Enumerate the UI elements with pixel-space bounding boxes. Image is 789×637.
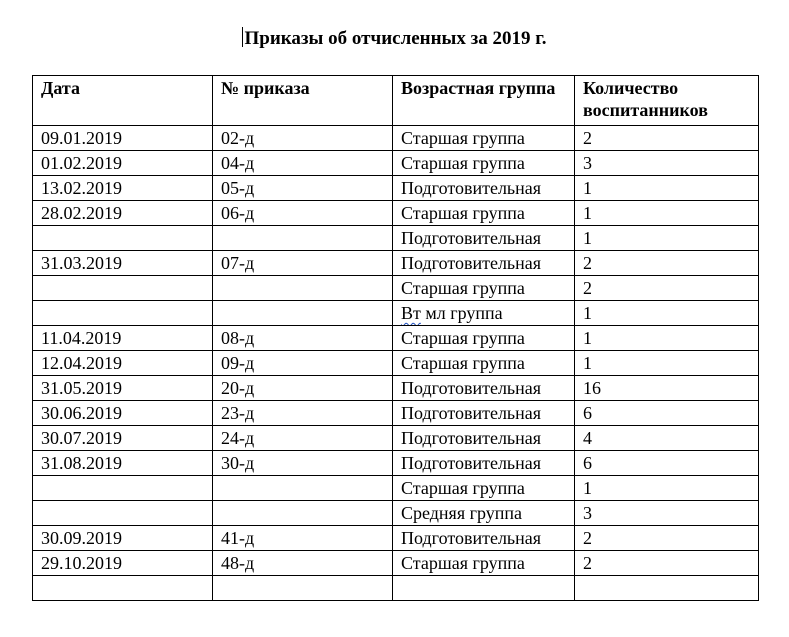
cell-order-number[interactable] [213, 226, 393, 251]
cell-date-text: 30.07.2019 [41, 428, 122, 448]
cell-date-text: 31.08.2019 [41, 453, 122, 473]
cell-date[interactable] [33, 426, 213, 451]
cell-date[interactable] [33, 476, 213, 501]
cell-age-group-text: Старшая группа [401, 278, 525, 298]
cell-order-number-text: 23-д [221, 403, 255, 423]
cell-pupil-count-text: 1 [583, 303, 592, 323]
cell-pupil-count-text: 2 [583, 528, 592, 548]
table-row [33, 376, 759, 401]
cell-pupil-count[interactable] [575, 176, 759, 201]
cell-date-text: 11.04.2019 [41, 328, 122, 348]
cell-date-text: 28.02.2019 [41, 203, 122, 223]
table-row [33, 476, 759, 501]
cell-order-number[interactable] [213, 351, 393, 376]
cell-order-number-text: 48-д [221, 553, 255, 573]
cell-date[interactable] [33, 301, 213, 326]
cell-date[interactable] [33, 376, 213, 401]
cell-order-number[interactable] [213, 301, 393, 326]
cell-date[interactable] [33, 526, 213, 551]
table-row [33, 426, 759, 451]
table-row [33, 226, 759, 251]
cell-age-group-text: Старшая группа [401, 353, 525, 373]
cell-age-group-text: Старшая группа [401, 328, 525, 348]
cell-order-number-text: 05-д [221, 178, 255, 198]
cell-date[interactable] [33, 326, 213, 351]
table-row [33, 176, 759, 201]
cell-age-group[interactable] [393, 276, 575, 301]
table-row [33, 526, 759, 551]
cell-pupil-count[interactable] [575, 426, 759, 451]
cell-date-text: 31.05.2019 [41, 378, 122, 398]
cell-age-group-text: Средняя группа [401, 503, 523, 523]
cell-order-number[interactable] [213, 451, 393, 476]
cell-age-group-text: Подготовительная [401, 253, 542, 273]
cell-order-number[interactable] [213, 326, 393, 351]
cell-pupil-count-text: 3 [583, 503, 592, 523]
cell-pupil-count[interactable] [575, 551, 759, 576]
cell-order-number[interactable] [213, 476, 393, 501]
table-row [33, 301, 759, 326]
cell-age-group-text: Старшая группа [401, 553, 525, 573]
cell-pupil-count-text: 3 [583, 153, 592, 173]
cell-order-number[interactable] [213, 401, 393, 426]
cell-order-number-text: 09-д [221, 353, 255, 373]
cell-age-group[interactable] [393, 376, 575, 401]
table-row [33, 501, 759, 526]
cell-order-number[interactable] [213, 426, 393, 451]
cell-age-group[interactable] [393, 326, 575, 351]
cell-order-number-text: 02-д [221, 128, 255, 148]
cell-date-text: 12.04.2019 [41, 353, 122, 373]
cell-order-number[interactable] [213, 576, 393, 601]
header-pupil-count[interactable]: Количество воспитанников [575, 76, 759, 126]
cell-pupil-count[interactable] [575, 501, 759, 526]
cell-age-group[interactable] [393, 176, 575, 201]
cell-order-number-text: 41-д [221, 528, 255, 548]
table-row [33, 276, 759, 301]
cell-age-group-text: Старшая группа [401, 203, 525, 223]
cell-pupil-count[interactable] [575, 226, 759, 251]
cell-date-text: 30.06.2019 [41, 403, 122, 423]
cell-pupil-count-text: 1 [583, 478, 592, 498]
cell-pupil-count[interactable] [575, 576, 759, 601]
table-row [33, 401, 759, 426]
cell-date[interactable] [33, 226, 213, 251]
cell-order-number-text: 07-д [221, 253, 255, 273]
table-row [33, 351, 759, 376]
cell-pupil-count[interactable] [575, 351, 759, 376]
cell-age-group-text: Подготовительная [401, 453, 542, 473]
cell-date[interactable] [33, 551, 213, 576]
cell-age-group[interactable] [393, 576, 575, 601]
cell-age-group[interactable] [393, 426, 575, 451]
table-row [33, 576, 759, 601]
cell-age-group[interactable] [393, 401, 575, 426]
header-order-number[interactable]: № приказа [213, 76, 393, 126]
cell-pupil-count[interactable] [575, 276, 759, 301]
cell-age-group[interactable] [393, 251, 575, 276]
cell-order-number[interactable] [213, 376, 393, 401]
cell-pupil-count[interactable] [575, 201, 759, 226]
cell-age-group[interactable] [393, 301, 575, 326]
cell-pupil-count-text: 6 [583, 403, 592, 423]
cell-date[interactable] [33, 126, 213, 151]
cell-age-group-text: Подготовительная [401, 528, 542, 548]
cell-pupil-count[interactable] [575, 151, 759, 176]
cell-age-group-text: Подготовительная [401, 178, 542, 198]
cell-pupil-count-text: 2 [583, 553, 592, 573]
cell-pupil-count[interactable] [575, 326, 759, 351]
cell-order-number[interactable] [213, 151, 393, 176]
cell-pupil-count-text: 6 [583, 453, 592, 473]
cell-age-group[interactable] [393, 201, 575, 226]
cell-date-text: 31.03.2019 [41, 253, 122, 273]
cell-pupil-count-text: 1 [583, 203, 592, 223]
cell-age-group[interactable] [393, 451, 575, 476]
table-row [33, 151, 759, 176]
cell-date-text: 13.02.2019 [41, 178, 122, 198]
cell-pupil-count[interactable] [575, 526, 759, 551]
cell-pupil-count-text: 4 [583, 428, 592, 448]
cell-pupil-count[interactable] [575, 376, 759, 401]
cell-pupil-count-text: 2 [583, 128, 592, 148]
table-header-row [33, 76, 759, 126]
cell-date[interactable] [33, 501, 213, 526]
cell-order-number[interactable] [213, 526, 393, 551]
cell-date[interactable] [33, 351, 213, 376]
cell-date[interactable] [33, 251, 213, 276]
cell-date[interactable] [33, 401, 213, 426]
cell-age-group[interactable] [393, 526, 575, 551]
cell-order-number-text: 30-д [221, 453, 255, 473]
table-row [33, 201, 759, 226]
cell-date-text: 30.09.2019 [41, 528, 122, 548]
table-row [33, 251, 759, 276]
cell-pupil-count[interactable] [575, 451, 759, 476]
cell-age-group-text: Вт мл группа [401, 303, 503, 323]
cell-date-text: 29.10.2019 [41, 553, 122, 573]
orders-table-body [33, 76, 759, 601]
cell-pupil-count-text: 2 [583, 253, 592, 273]
cell-pupil-count-text: 1 [583, 328, 592, 348]
header-date[interactable]: Дата [33, 76, 213, 126]
cell-pupil-count-text: 1 [583, 228, 592, 248]
table-row [33, 551, 759, 576]
table-row [33, 326, 759, 351]
cell-age-group[interactable] [393, 126, 575, 151]
cell-age-group[interactable] [393, 151, 575, 176]
cell-date[interactable] [33, 451, 213, 476]
cell-pupil-count-text: 2 [583, 278, 592, 298]
cell-pupil-count[interactable] [575, 401, 759, 426]
cell-date[interactable] [33, 176, 213, 201]
cell-order-number[interactable] [213, 176, 393, 201]
cell-pupil-count[interactable] [575, 126, 759, 151]
cell-age-group-text: Старшая группа [401, 153, 525, 173]
cell-date[interactable] [33, 576, 213, 601]
header-age-group[interactable]: Возрастная группа [393, 76, 575, 126]
document-title [0, 27, 789, 51]
cell-age-group[interactable] [393, 226, 575, 251]
cell-age-group-text: Старшая группа [401, 478, 525, 498]
document-title-text: Приказы об отчисленных за 2019 г. [244, 28, 547, 49]
cell-order-number-text: 08-д [221, 328, 255, 348]
cell-age-group[interactable] [393, 551, 575, 576]
cell-pupil-count[interactable] [575, 476, 759, 501]
cell-age-group[interactable] [393, 501, 575, 526]
cell-order-number-text: 04-д [221, 153, 255, 173]
cell-order-number-text: 20-д [221, 378, 255, 398]
cell-order-number[interactable] [213, 126, 393, 151]
cell-age-group-text: Подготовительная [401, 428, 542, 448]
cell-order-number-text: 06-д [221, 203, 255, 223]
cell-pupil-count[interactable] [575, 301, 759, 326]
cell-age-group-text: Подготовительная [401, 378, 542, 398]
cell-pupil-count-text: 1 [583, 178, 592, 198]
cell-age-group[interactable] [393, 351, 575, 376]
cell-date-text: 01.02.2019 [41, 153, 122, 173]
cell-age-group-text: Подготовительная [401, 403, 542, 423]
cell-date[interactable] [33, 201, 213, 226]
cell-pupil-count-text: 16 [583, 378, 601, 398]
spellcheck-underline: Вт [401, 303, 421, 323]
cell-age-group[interactable] [393, 476, 575, 501]
cell-order-number[interactable] [213, 501, 393, 526]
cell-order-number[interactable] [213, 201, 393, 226]
cell-age-group-text: Подготовительная [401, 228, 542, 248]
cell-date-text: 09.01.2019 [41, 128, 122, 148]
cell-order-number[interactable] [213, 276, 393, 301]
cell-date[interactable] [33, 151, 213, 176]
table-row [33, 126, 759, 151]
cell-order-number[interactable] [213, 251, 393, 276]
cell-order-number-text: 24-д [221, 428, 255, 448]
cell-pupil-count[interactable] [575, 251, 759, 276]
cell-age-group-text: Старшая группа [401, 128, 525, 148]
cell-order-number[interactable] [213, 551, 393, 576]
cell-date[interactable] [33, 276, 213, 301]
table-row [33, 451, 759, 476]
orders-table [32, 75, 759, 601]
cell-pupil-count-text: 1 [583, 353, 592, 373]
